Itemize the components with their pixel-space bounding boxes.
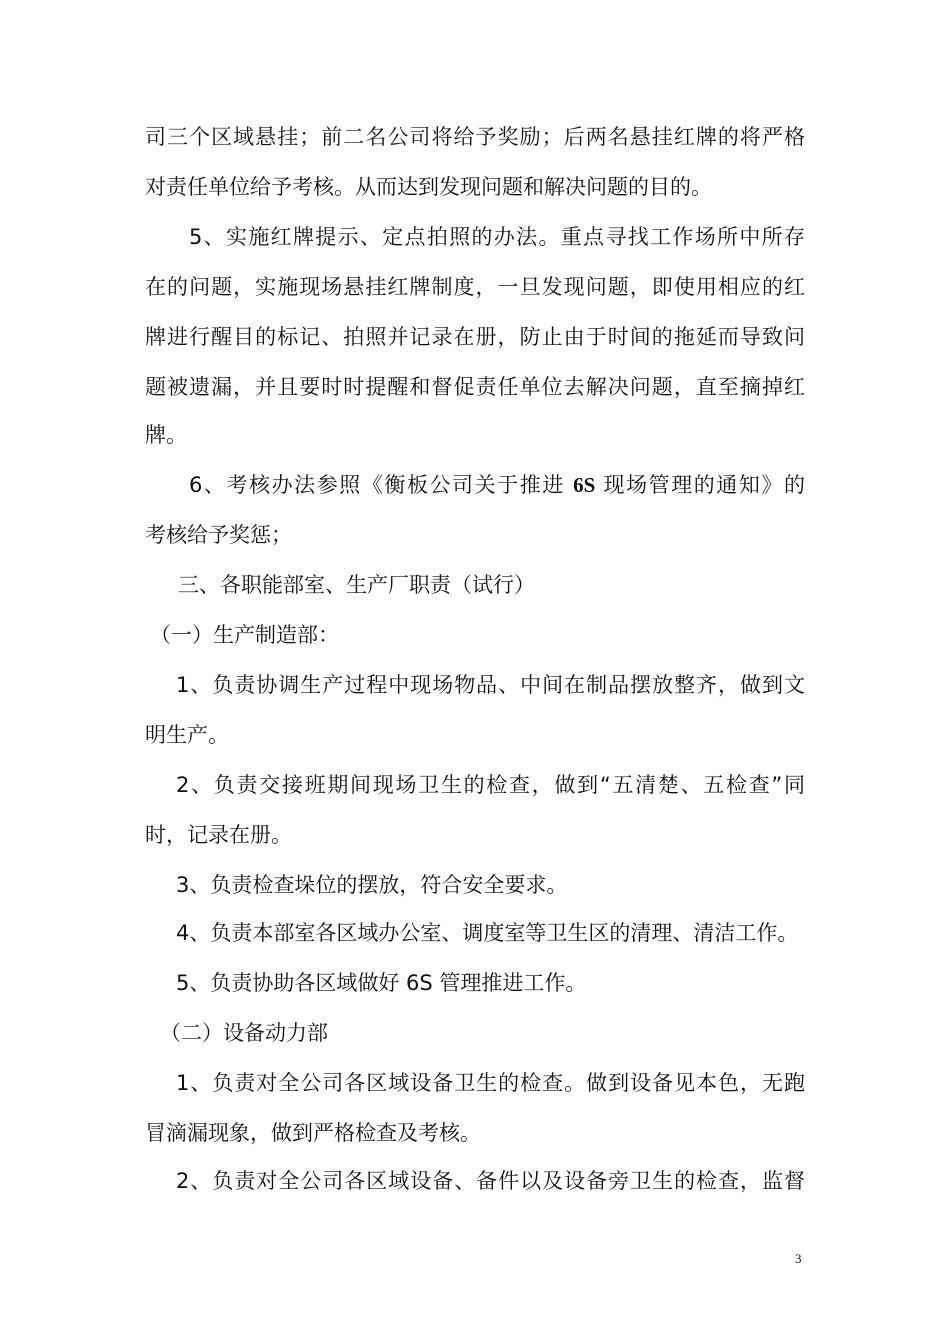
paragraph-line: 司三个区域悬挂；前二名公司将给予奖励；后两名悬挂红牌的将严格	[145, 125, 805, 149]
paragraph-line: 5、实施红牌提示、定点拍照的办法。重点寻找工作场所中所存	[189, 225, 805, 249]
list-item-line: 4、负责本部室各区域办公室、调度室等卫生区的清理、清洁工作。	[176, 921, 799, 945]
paragraph-line: 对责任单位给予考核。从而达到发现问题和解决问题的目的。	[145, 175, 712, 199]
list-item-line: 5、负责协助各区域做好 6S 管理推进工作。	[176, 971, 587, 995]
section-heading: 三、各职能部室、生产厂职责（试行）	[178, 573, 535, 597]
subsection-heading: （二）设备动力部	[160, 1021, 328, 1045]
paragraph-line: 考核给予奖惩；	[145, 523, 292, 547]
paragraph-line: 冒滴漏现象，做到严格检查及考核。	[145, 1121, 481, 1145]
paragraph-line: 题被遗漏，并且要时时提醒和督促责任单位去解决问题，直至摘掉红	[145, 375, 805, 399]
paragraph-line-with-bold	[189, 470, 805, 500]
paragraph-line: 在的问题，实施现场悬挂红牌制度，一旦发现问题，即使用相应的红	[145, 275, 805, 299]
list-item-line: 1、负责对全公司各区域设备卫生的检查。做到设备见本色，无跑	[176, 1071, 805, 1095]
list-item-line: 3、负责检查垛位的摆放，符合安全要求。	[176, 873, 568, 897]
list-item-line: 2、负责对全公司各区域设备、备件以及设备旁卫生的检查，监督	[176, 1169, 805, 1193]
list-item-line: 1、负责协调生产过程中现场物品、中间在制品摆放整齐，做到文	[176, 673, 805, 697]
page-number: 3	[795, 1251, 802, 1266]
paragraph-line: 牌进行醒目的标记、拍照并记录在册，防止由于时间的拖延而导致问	[145, 325, 805, 349]
bold-term: 6S	[573, 473, 596, 497]
paragraph-line: 牌。	[145, 423, 187, 447]
paragraph-line: 明生产。	[145, 723, 229, 747]
subsection-heading: （一）生产制造部：	[150, 623, 339, 647]
line-text-before: 6、考核办法参照《衡板公司关于推进	[189, 473, 574, 497]
list-item-line: 2、负责交接班期间现场卫生的检查，做到“五清楚、五检查”同	[176, 773, 805, 797]
paragraph-line: 时，记录在册。	[145, 823, 292, 847]
line-text-after: 现场管理的通知》的	[595, 473, 805, 497]
